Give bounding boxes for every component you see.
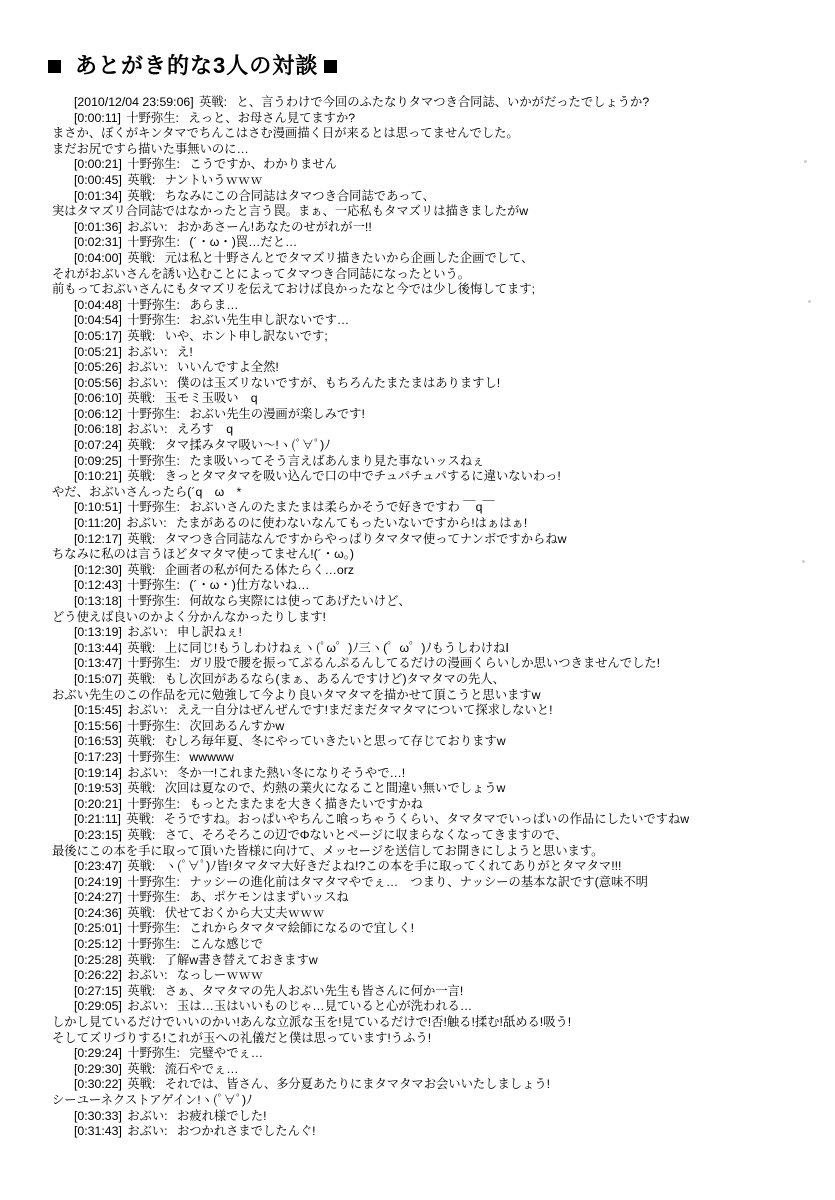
chat-line	[46, 313, 795, 329]
chat-message: タマつき合同誌なんですからやっぱりタマタマ使ってナンボですからねw	[161, 531, 567, 546]
chat-message: それでは、皆さん、多分夏あたりにまタマタマお会いいたしましょう!	[161, 1077, 551, 1092]
chat-line-continuation	[46, 126, 795, 142]
chat-message: ちなみに私のは言うほどタマタマ使ってません!(´・ω。)	[52, 547, 354, 562]
chat-message: タマ揉みタマ吸い～!ヽ(ﾟ∀ﾟ)ﾉ	[161, 438, 331, 453]
chat-message: ナントいうｗｗｗ	[161, 172, 263, 187]
chat-speaker: 英戦:	[123, 188, 156, 203]
chat-line	[46, 937, 795, 953]
chat-speaker: 十野弥生:	[123, 500, 180, 515]
chat-line	[46, 422, 795, 438]
chat-timestamp: [0:04:54]	[74, 313, 122, 328]
chat-message: wwwww	[185, 749, 234, 764]
chat-line	[46, 641, 795, 657]
chat-message: こんな感じで	[185, 937, 264, 952]
chat-message: こうですか、わかりません	[185, 157, 337, 172]
chat-message: ヽ(ﾟ∀ﾟ)ﾉ皆!タマタマ大好きだよね!?この本を手に取ってくれてありがとタマタマ!!!	[161, 859, 622, 874]
chat-timestamp: [0:05:56]	[74, 375, 122, 390]
chat-timestamp: [0:25:28]	[74, 952, 122, 967]
chat-speaker: おぶい:	[122, 516, 167, 531]
chat-message: おぶい先生の漫画が楽しみです!	[185, 406, 365, 421]
chat-line	[46, 1062, 795, 1078]
chat-line-continuation	[46, 204, 795, 220]
chat-timestamp: [0:25:12]	[74, 937, 122, 952]
chat-speaker: 十野弥生:	[123, 313, 180, 328]
chat-speaker: おぶい:	[123, 360, 168, 375]
chat-timestamp: [0:06:10]	[74, 391, 122, 406]
chat-message: これからタマタマ絵師になるので宜しく!	[185, 921, 415, 936]
chat-message: おぶいさんのたまたまは柔らかそうで好きですわ ￣q￣	[185, 500, 495, 515]
chat-message: 上に同じ!もうしわけねぇヽ(ﾟω゜)ﾉ三ヽ(゜ω゜)ﾉもうしわけねⅠ	[161, 640, 510, 655]
page-title	[48, 55, 795, 77]
chat-line	[46, 734, 795, 750]
chat-speaker: 英戦:	[123, 827, 156, 842]
chat-speaker: 十野弥生:	[122, 110, 179, 125]
chat-line-continuation	[46, 142, 795, 158]
chat-line	[46, 438, 795, 454]
chat-line	[46, 220, 795, 236]
chat-timestamp: [0:06:12]	[74, 406, 122, 421]
chat-line	[46, 594, 795, 610]
chat-message: おぶい先生申し訳ないです…	[185, 313, 350, 328]
chat-message: 流石やでぇ…	[161, 1061, 239, 1076]
chat-timestamp: [0:16:53]	[74, 734, 122, 749]
chat-message: 何故なら実際には使ってあげたいけど、	[185, 594, 411, 608]
chat-message: え!	[173, 344, 193, 359]
chat-speaker: 英戦:	[123, 905, 156, 920]
chat-line-continuation	[46, 282, 795, 298]
chat-line	[46, 173, 795, 189]
chat-timestamp: [0:13:19]	[74, 625, 122, 640]
chat-timestamp: [0:00:11]	[74, 110, 121, 125]
chat-line-continuation	[46, 688, 795, 704]
chat-speaker: 十野弥生:	[123, 656, 180, 671]
chat-timestamp: [0:04:48]	[74, 297, 122, 312]
chat-speaker: 十野弥生:	[123, 749, 180, 764]
chat-message: 僕のは玉ズリないですが、もちろんたまたまはありますし!	[173, 375, 501, 390]
chat-line	[46, 984, 795, 1000]
chat-speaker: 十野弥生:	[123, 937, 180, 952]
chat-line	[46, 1046, 795, 1062]
speck-mark	[808, 300, 811, 303]
chat-speaker: 英戦:	[123, 1061, 156, 1076]
chat-line	[46, 391, 795, 407]
chat-speaker: 英戦:	[195, 95, 228, 109]
chat-timestamp: [0:11:20]	[74, 516, 121, 531]
chat-speaker: 十野弥生:	[123, 921, 180, 936]
chat-speaker: おぶい:	[123, 765, 168, 780]
chat-speaker: 英戦:	[123, 952, 156, 967]
chat-line	[46, 1124, 795, 1140]
chat-line	[46, 407, 795, 423]
chat-timestamp: [0:21:11]	[74, 812, 121, 827]
chat-timestamp: [0:01:36]	[74, 219, 122, 234]
chat-line	[46, 750, 795, 766]
chat-speaker: 英戦:	[123, 172, 156, 187]
chat-message: 最後にこの本を手に取って頂いた皆様に向けて、メッセージを送信してお開きにしようと思います。	[52, 843, 604, 858]
chat-line	[46, 1109, 795, 1125]
chat-message: もっとたまたまを大きく描きたいですかね	[185, 796, 423, 811]
chat-speaker: 十野弥生:	[123, 406, 180, 421]
chat-timestamp: [0:25:01]	[74, 921, 122, 936]
chat-message: なっしーｗｗｗ	[173, 968, 264, 983]
chat-timestamp: [0:04:00]	[74, 250, 122, 265]
chat-message: あらま…	[185, 297, 239, 312]
chat-line-continuation	[46, 485, 795, 501]
chat-speaker: 英戦:	[123, 328, 156, 343]
chat-speaker: おぶい:	[123, 625, 168, 640]
chat-message: ええ一自分はぜんぜんです!まだまだタマタマについて探求しないと!	[173, 703, 553, 718]
chat-speaker: 十野弥生:	[123, 235, 180, 250]
chat-line	[46, 563, 795, 579]
chat-line	[46, 875, 795, 891]
chat-message: いいんですよ全然!	[173, 360, 279, 375]
chat-timestamp: [0:23:47]	[74, 859, 122, 874]
chat-timestamp: [0:07:24]	[74, 438, 122, 453]
chat-speaker: 英戦:	[123, 391, 156, 406]
chat-speaker: 英戦:	[123, 250, 156, 265]
chat-message: えっと、お母さん見てますか?	[184, 110, 356, 125]
chat-line	[46, 719, 795, 735]
chat-line-continuation	[46, 844, 795, 860]
chat-message: きっとタマタマを吸い込んで口の中でチュパチュパするに違いないわっ!	[161, 469, 561, 484]
chat-line-continuation	[46, 1031, 795, 1047]
page-title-text: あとがき的な3人の対談	[75, 53, 319, 78]
chat-line	[46, 157, 795, 173]
chat-message: 次回あるんすかw	[185, 718, 285, 733]
chat-speaker: 英戦:	[123, 781, 156, 796]
chat-message: たま吸いってそう言えばあんまり見た事ないッスねぇ	[185, 453, 485, 468]
chat-timestamp: [0:15:07]	[74, 671, 122, 686]
chat-message: しかし見ているだけでいいのかい!あんな立派な玉を!見ているだけで!否!触る!揉む!舐める!吸う!	[52, 1015, 572, 1030]
chat-timestamp: [0:10:21]	[74, 469, 122, 484]
chat-speaker: 英戦:	[123, 640, 156, 655]
chat-timestamp: [0:19:14]	[74, 765, 122, 780]
chat-line	[46, 95, 795, 111]
chat-timestamp: [0:30:33]	[74, 1108, 122, 1123]
chat-message: さて、そろそろこの辺でΦないとページに収まらなくなってきますので、	[161, 827, 568, 842]
chat-message: まさか、ぼくがキンタマでちんこはさむ漫画描く日が来るとは思ってませんでした。	[52, 126, 519, 141]
chat-timestamp: [0:19:53]	[74, 781, 122, 796]
chat-timestamp: [0:29:30]	[74, 1061, 122, 1076]
chat-timestamp: [0:13:47]	[74, 656, 122, 671]
chat-message: おつかれさまでしたんぐ!	[173, 1124, 316, 1139]
chat-message: いや、ホント申し訳ないです;	[161, 328, 328, 343]
chat-line	[46, 360, 795, 376]
chat-line	[46, 111, 795, 127]
chat-speaker: 英戦:	[123, 983, 156, 998]
chat-timestamp: [2010/12/04 23:59:06]	[74, 95, 194, 109]
chat-line	[46, 766, 795, 782]
chat-speaker: おぶい:	[123, 422, 168, 437]
chat-timestamp: [0:24:19]	[74, 874, 122, 889]
chat-speaker: 十野弥生:	[123, 890, 180, 905]
chat-timestamp: [0:17:23]	[74, 749, 122, 764]
chat-timestamp: [0:15:45]	[74, 703, 122, 718]
chat-timestamp: [0:05:26]	[74, 360, 122, 375]
chat-message: (´・ω・)罠…だと…	[185, 235, 298, 250]
chat-line	[46, 859, 795, 875]
chat-speaker: 十野弥生:	[123, 796, 180, 811]
chat-message: もし次回があるなら(まぁ、あるんですけど)タマタマの先人、	[161, 671, 505, 686]
chat-message: ガリ股で腰を振ってぷるんぷるんしてるだけの漫画くらいしか思いつきませんでした!	[185, 656, 661, 671]
chat-speaker: 十野弥生:	[123, 718, 180, 733]
chat-message: どう使えば良いのかよく分かんなかったりします!	[52, 609, 326, 624]
chat-line	[46, 1077, 795, 1093]
speck-mark	[802, 560, 805, 563]
chat-line	[46, 921, 795, 937]
chat-timestamp: [0:15:56]	[74, 718, 122, 733]
chat-timestamp: [0:02:31]	[74, 235, 122, 250]
chat-message: ナッシーの進化前はタマタマやでぇ… つまり、ナッシーの基本な訳です(意味不明	[185, 874, 648, 889]
chat-line-continuation	[46, 610, 795, 626]
chat-speaker: 十野弥生:	[123, 453, 180, 468]
chat-speaker: 十野弥生:	[123, 1046, 180, 1061]
chat-line	[46, 999, 795, 1015]
chat-line-continuation	[46, 1015, 795, 1031]
chat-line	[46, 345, 795, 361]
chat-timestamp: [0:13:44]	[74, 640, 122, 655]
chat-timestamp: [0:12:43]	[74, 578, 122, 593]
chat-line	[46, 828, 795, 844]
chat-message: 申し訳ねぇ!	[173, 625, 242, 640]
chat-message: 実はタマズリ合同誌ではなかったと言う罠。まぁ、一応私もタマズリは描きましたがw	[52, 204, 529, 219]
chat-speaker: 英戦:	[123, 859, 156, 874]
square-bullet-icon	[48, 60, 61, 73]
chat-timestamp: [0:23:15]	[74, 827, 122, 842]
chat-timestamp: [0:26:22]	[74, 968, 122, 983]
chat-line	[46, 329, 795, 345]
chat-line	[46, 235, 795, 251]
chat-speaker: 十野弥生:	[123, 297, 180, 312]
chat-message: (´・ω・)仕方ないね…	[185, 578, 310, 593]
chat-timestamp: [0:00:21]	[74, 157, 122, 172]
chat-message: まだお尻ですら描いた事無いのに…	[52, 141, 249, 156]
chat-timestamp: [0:24:36]	[74, 905, 122, 920]
chat-timestamp: [0:29:24]	[74, 1046, 122, 1061]
chat-speaker: 十野弥生:	[123, 874, 180, 889]
chat-message: 完璧やでぇ…	[185, 1046, 264, 1061]
chat-timestamp: [0:05:21]	[74, 344, 122, 359]
chat-line	[46, 703, 795, 719]
chat-timestamp: [0:12:30]	[74, 562, 122, 577]
chat-speaker: おぶい:	[123, 968, 168, 983]
chat-message: 了解w書き替えておきますw	[161, 952, 318, 967]
square-bullet-end-icon	[324, 60, 337, 73]
chat-line	[46, 454, 795, 470]
chat-timestamp: [0:01:34]	[74, 188, 122, 203]
chat-timestamp: [0:29:05]	[74, 999, 122, 1014]
chat-timestamp: [0:09:25]	[74, 453, 122, 468]
chat-line	[46, 532, 795, 548]
chat-speaker: 英戦:	[123, 671, 156, 686]
chat-speaker: おぶい:	[123, 219, 168, 234]
chat-line	[46, 672, 795, 688]
chat-timestamp: [0:13:18]	[74, 594, 122, 608]
speck-mark	[804, 160, 807, 163]
chat-timestamp: [0:06:18]	[74, 422, 122, 437]
chat-line	[46, 812, 795, 828]
chat-line	[46, 298, 795, 314]
chat-message: えろす q	[173, 422, 234, 437]
chat-timestamp: [0:24:27]	[74, 890, 122, 905]
chat-speaker: 英戦:	[123, 469, 156, 484]
chat-speaker: おぶい:	[123, 344, 168, 359]
chat-speaker: 十野弥生:	[123, 157, 180, 172]
chat-speaker: おぶい:	[123, 1108, 168, 1123]
chat-speaker: 英戦:	[123, 734, 156, 749]
chat-message: それがおぶいさんを誘い込むことによってタマつき合同誌になったという。	[52, 266, 471, 281]
chat-line	[46, 968, 795, 984]
chat-timestamp: [0:05:17]	[74, 328, 122, 343]
chat-message: むしろ毎年夏、冬にやっていきたいと思って存じておりますw	[161, 734, 506, 749]
chat-log	[46, 95, 795, 1140]
chat-line-continuation	[46, 267, 795, 283]
chat-message: 前もっておぶいさんにもタマズリを伝えておけば良かったなと今では少し後悔してます;	[52, 282, 535, 297]
chat-message: おかあさーん!あなたのせがれが一!!	[173, 219, 372, 234]
chat-line	[46, 797, 795, 813]
chat-message: 元は私と十野さんとでタマズリ描きたいから企画した企画でして、	[161, 250, 534, 265]
chat-message: 冬か一!これまた熱い冬になりそうやで…!	[173, 765, 406, 780]
chat-message: そうですね。おっぱいやちんこ喰っちゃうくらい、タマタマでいっぱいの作品にしたいですねw	[160, 812, 690, 827]
chat-speaker: おぶい:	[123, 1124, 168, 1139]
chat-message: そしてズリづりする!これが玉への礼儀だと僕は思っています!うふう!	[52, 1030, 432, 1045]
chat-message: お疲れ様でした!	[173, 1108, 267, 1123]
chat-speaker: おぶい:	[123, 703, 168, 718]
chat-timestamp: [0:10:51]	[74, 500, 122, 515]
chat-line	[46, 189, 795, 205]
chat-line	[46, 516, 795, 532]
chat-message: あ、ポケモンはまずいッスね	[185, 890, 349, 905]
chat-line	[46, 906, 795, 922]
chat-timestamp: [0:00:45]	[74, 172, 122, 187]
chat-speaker: 十野弥生:	[123, 594, 180, 608]
chat-line	[46, 500, 795, 516]
chat-message: 伏せておくから大丈夫ｗｗｗ	[161, 905, 325, 920]
chat-speaker: 英戦:	[123, 1077, 156, 1092]
chat-message: やだ、おぶいさんったら(´q ω *	[52, 484, 242, 499]
chat-line	[46, 953, 795, 969]
chat-line	[46, 890, 795, 906]
chat-speaker: 英戦:	[123, 562, 156, 577]
chat-line-continuation	[46, 1093, 795, 1109]
chat-message: シーユーネクストアゲイン!ヽ(ﾟ∀ﾟ)ﾉ	[52, 1093, 253, 1107]
chat-line	[46, 376, 795, 392]
chat-timestamp: [0:20:21]	[74, 796, 122, 811]
chat-message: 次回は夏なので、灼熱の業火になること間違い無いでしょうw	[161, 781, 506, 796]
chat-speaker: 英戦:	[123, 438, 156, 453]
chat-message: ちなみにこの合同誌はタマつき合同誌であって、	[161, 188, 435, 203]
chat-line	[46, 625, 795, 641]
chat-line	[46, 578, 795, 594]
chat-speaker: 英戦:	[122, 812, 155, 827]
chat-speaker: おぶい:	[123, 375, 168, 390]
chat-timestamp: [0:31:43]	[74, 1124, 122, 1139]
chat-line	[46, 781, 795, 797]
chat-speaker: 十野弥生:	[123, 578, 180, 593]
chat-message: 玉は…玉はいいものじゃ…見ていると心が洗われる…	[173, 999, 473, 1014]
chat-message: 玉モミ玉吸い q	[161, 391, 258, 406]
chat-message: さぁ、タマタマの先人おぶい先生も皆さんに何か一言!	[161, 983, 464, 998]
chat-line-continuation	[46, 547, 795, 563]
chat-line	[46, 251, 795, 267]
chat-line	[46, 469, 795, 485]
chat-message: たまがあるのに使わないなんてもったいないですから!はぁはぁ!	[172, 516, 528, 531]
chat-speaker: おぶい:	[123, 999, 168, 1014]
chat-line	[46, 656, 795, 672]
chat-message: おぶい先生のこの作品を元に勉強して今より良いタマタマを描かせて頂こうと思いますw	[52, 687, 541, 702]
chat-timestamp: [0:12:17]	[74, 531, 122, 546]
chat-message: 企画者の私が何たる体たらく…orz	[161, 562, 354, 577]
chat-timestamp: [0:27:15]	[74, 983, 122, 998]
chat-timestamp: [0:30:22]	[74, 1077, 122, 1092]
chat-speaker: 英戦:	[123, 531, 156, 546]
chat-message: と、言うわけで今回のふたなりタマつき合同誌、いかがだったでしょうか?	[233, 95, 650, 109]
